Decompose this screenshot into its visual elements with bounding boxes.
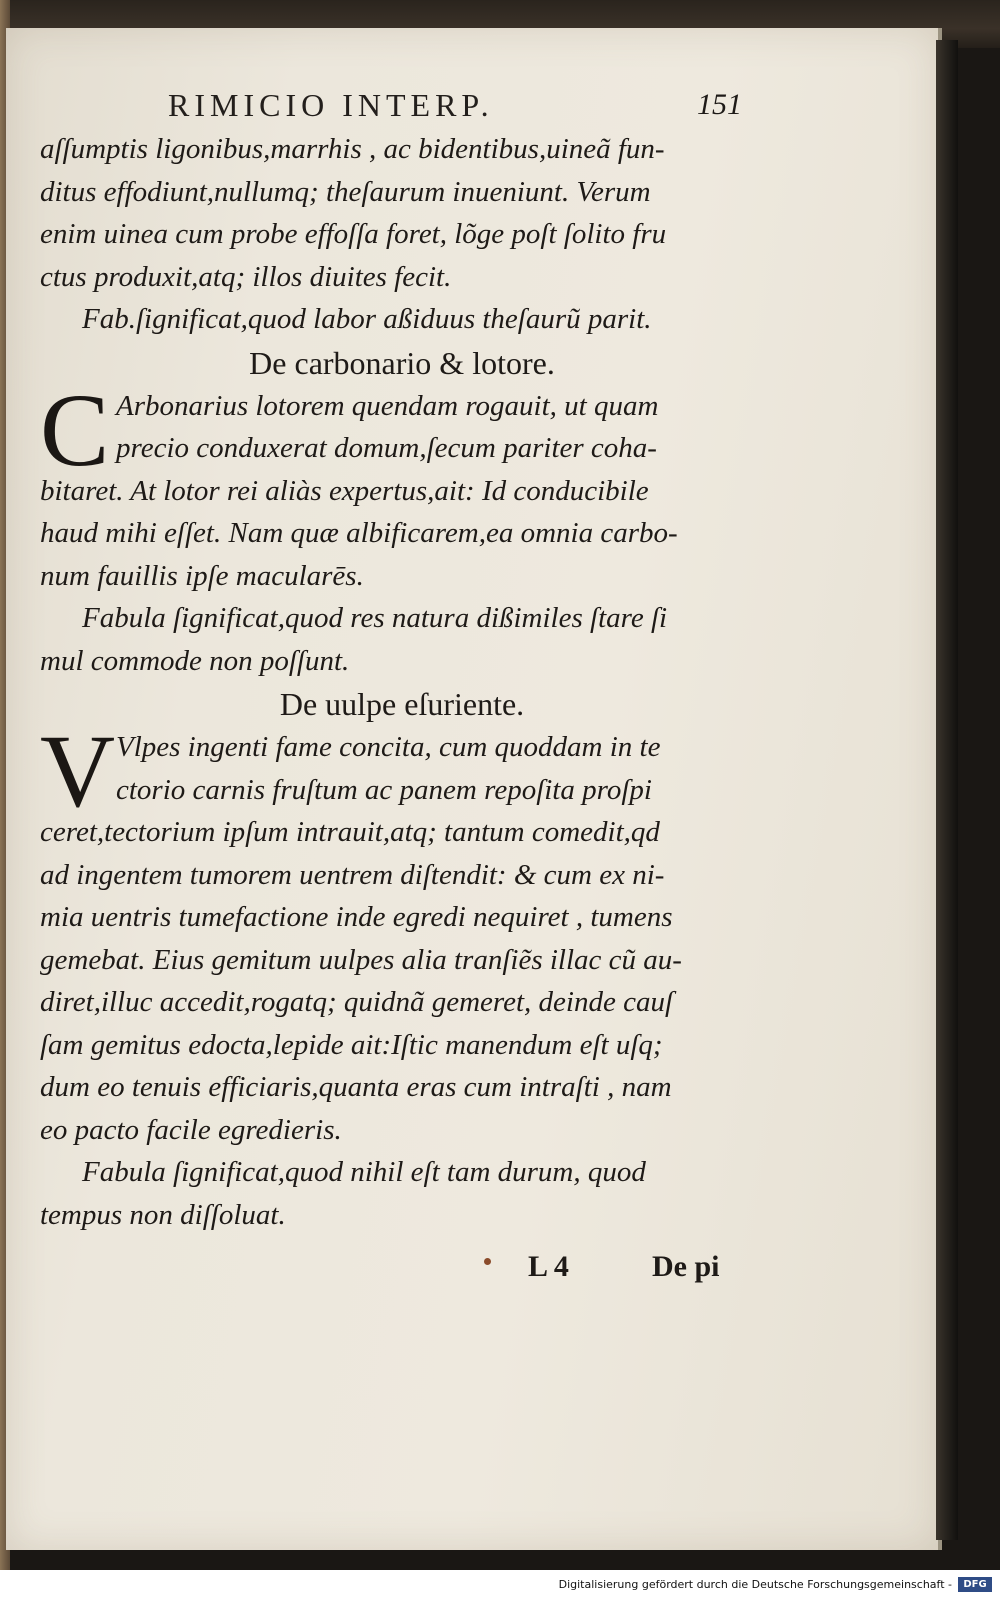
text-line: haud mihi eſſet. Nam quæ albificarem,ea omnia carbo- <box>40 517 678 549</box>
text-line: enim uinea cum probe effoſſa foret, lõge poſt ſolito fru <box>40 218 667 250</box>
page-edge-shadow <box>936 40 958 1540</box>
fable-heading-2: De uulpe eſuriente. <box>279 686 525 722</box>
folio-number: 151 <box>697 88 742 121</box>
moral-2 <box>40 597 752 682</box>
text-line: eo pacto facile egredieris. <box>40 1113 342 1146</box>
text-line: mia uentris tumefactione inde egredi nequiret , tumens <box>40 901 673 933</box>
text-line: ctus produxit,atq; illos diuites fecit. <box>40 260 452 293</box>
text-line: aſſumptis ligonibus,marrhis , ac bidentibus,uineã fun- <box>40 133 665 165</box>
drop-cap-initial: C <box>40 372 110 488</box>
running-head-title: RIMICIO INTERP. <box>168 87 494 123</box>
text-line: Vlpes ingenti fame concita, cum quoddam in te <box>116 731 661 763</box>
text-line: tempus non diſſoluat. <box>40 1198 286 1231</box>
text-line: Fabula ſignificat,quod nihil eſt tam durum, quod <box>82 1156 646 1188</box>
text-line: diret,illuc accedit,rogatq; quidnã gemeret, deinde cauſ <box>40 986 674 1018</box>
paragraph-2 <box>40 372 752 598</box>
dfg-logo: DFG <box>958 1577 992 1592</box>
signature-mark: L 4 <box>528 1250 569 1283</box>
text-line: ceret,tectorium ipſum intrauit,atq; tantum comedit,qd᷑ <box>40 816 683 848</box>
paragraph-1 <box>40 128 752 298</box>
text-line: ditus effodiunt,nullumq; theſaurum inueniunt. Verum <box>40 175 651 208</box>
paragraph-3 <box>40 714 752 1151</box>
text-line: bitaret. At lotor rei aliàs expertus,ait: Id conducibile <box>40 474 649 507</box>
text-line: num fauillis ipſe macularēs. <box>40 559 364 592</box>
text-line: Arbonarius lotorem quendam rogauit, ut quam <box>116 389 659 422</box>
ink-spot <box>484 1258 491 1265</box>
text-line: ctorio carnis fruſtum ac panem repoſita proſpi <box>116 773 652 806</box>
text-line: Fabula ſignificat,quod res natura dißimiles ſtare ſi <box>82 602 668 634</box>
drop-cap-initial: V <box>40 714 116 829</box>
running-head <box>40 78 752 128</box>
text-line: ad ingentem tumorem uentrem diſtendit: & cum ex ni- <box>40 858 665 891</box>
text-line: mul commode non poſſunt. <box>40 644 350 677</box>
signature-line <box>40 1236 752 1292</box>
text-line: ſam gemitus edocta,lepide ait:Iſtic manendum eſt uſq; <box>40 1028 663 1061</box>
page-text-block <box>40 78 752 1292</box>
text-line: dum eo tenuis efficiaris,quanta eras cum intraſti , nam <box>40 1071 672 1103</box>
moral-1: Fab.ſignificat,quod labor aßiduus theſaurũ parit. <box>82 303 652 335</box>
footer-credit: Digitalisierung gefördert durch die Deutsche Forschungsgemeinschaft - <box>558 1578 952 1591</box>
moral-3 <box>40 1151 752 1236</box>
text-line: precio conduxerat domum,ſecum pariter coha- <box>116 432 657 464</box>
fable-heading-1: De carbonario & lotore. <box>249 344 555 381</box>
text-line: gemebat. Eius gemitum uulpes alia tranſiẽs illac cũ au- <box>40 943 682 976</box>
catchword: De pi <box>652 1250 720 1283</box>
